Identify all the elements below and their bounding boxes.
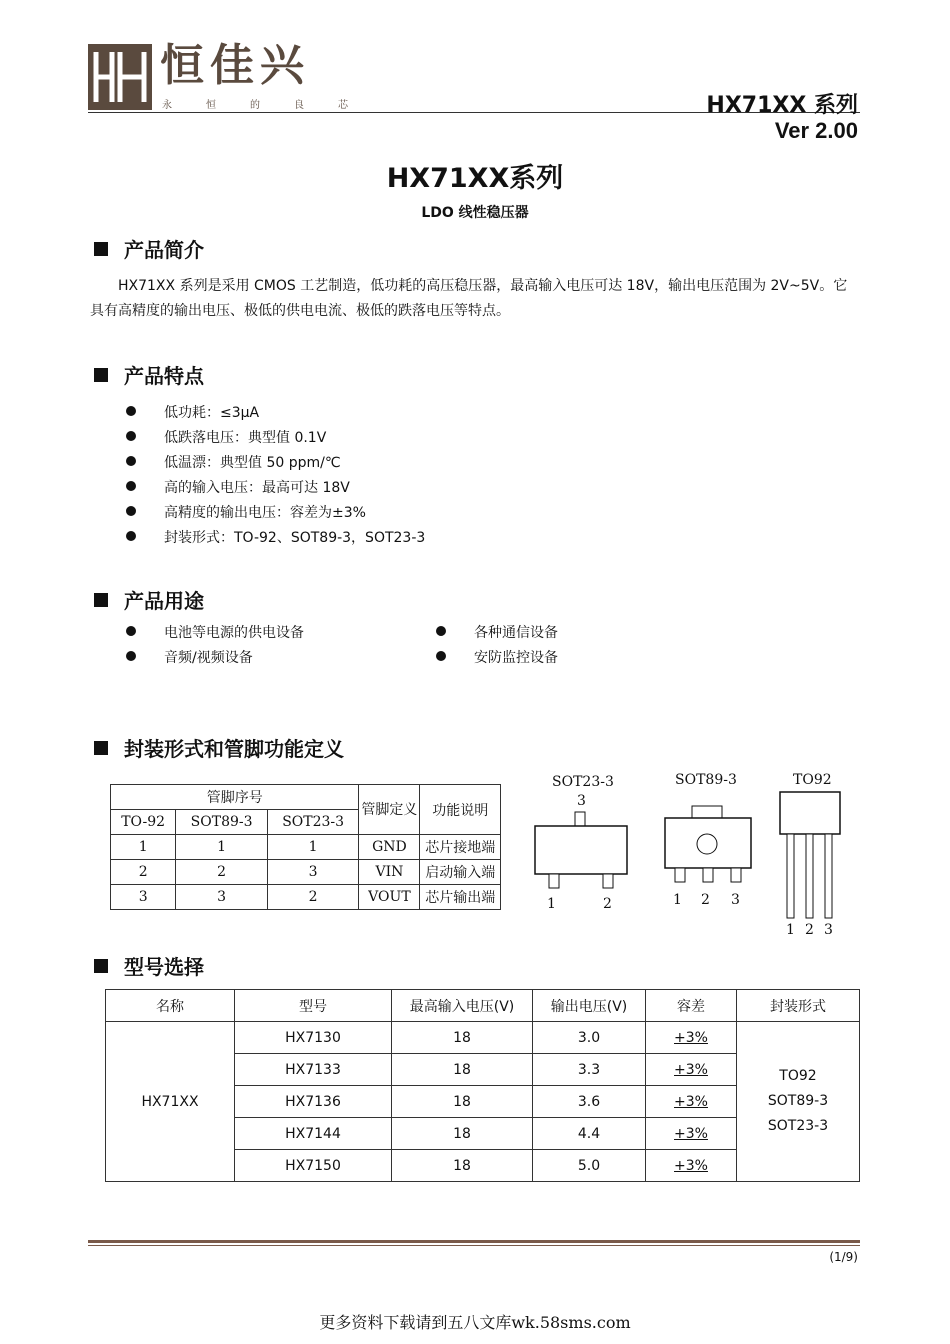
table-cell: 18 bbox=[392, 1086, 533, 1118]
slogan-char: 芯 bbox=[338, 100, 348, 111]
feature-item bbox=[126, 527, 425, 547]
table-header: 输出电压(V) bbox=[533, 990, 646, 1022]
section-title: 型号选择 bbox=[124, 955, 204, 979]
table-cell: 1 bbox=[176, 835, 268, 860]
section-heading-features bbox=[94, 360, 204, 389]
table-cell: +3% bbox=[646, 1022, 737, 1054]
package-cell bbox=[737, 1022, 860, 1182]
to92-pin3: 3 bbox=[824, 922, 833, 938]
pin-subheader: TO-92 bbox=[111, 810, 176, 835]
feature-text: 高精度的输出电压：容差为±3% bbox=[164, 505, 366, 521]
square-bullet-icon bbox=[94, 368, 108, 382]
sot89-pin3: 3 bbox=[731, 892, 740, 908]
use-text: 电池等电源的供电设备 bbox=[164, 625, 304, 641]
square-bullet-icon bbox=[94, 242, 108, 256]
doc-subtitle: LDO 线性稳压器 bbox=[421, 205, 529, 221]
bullet-icon bbox=[126, 456, 136, 466]
section-title: 产品用途 bbox=[124, 589, 204, 613]
pin-def-header: 管脚定义 bbox=[359, 785, 420, 835]
pin-func-header: 功能说明 bbox=[420, 785, 501, 835]
table-cell: 3.3 bbox=[533, 1054, 646, 1086]
sot23-pin3: 3 bbox=[577, 793, 586, 809]
package-name: SOT89-3 bbox=[767, 1093, 829, 1109]
table-row bbox=[111, 835, 501, 860]
use-item bbox=[126, 647, 253, 667]
logo-icon bbox=[88, 44, 152, 110]
bullet-icon bbox=[126, 431, 136, 441]
header-version: Ver 2.00 bbox=[774, 118, 858, 143]
table-cell: HX7133 bbox=[235, 1054, 392, 1086]
table-cell: VIN bbox=[359, 860, 420, 885]
slogan-char: 的 bbox=[250, 100, 260, 111]
feature-text: 低跌落电压：典型值 0.1V bbox=[164, 430, 327, 446]
sot23-package bbox=[535, 774, 627, 912]
table-cell: +3% bbox=[646, 1086, 737, 1118]
sot23-label: SOT23-3 bbox=[552, 774, 614, 790]
logo-mark bbox=[88, 44, 152, 110]
feature-text: 高的输入电压：最高可达 18V bbox=[164, 480, 350, 496]
table-cell: HX7144 bbox=[235, 1118, 392, 1150]
sot89-label: SOT89-3 bbox=[675, 772, 737, 788]
table-header: 容差 bbox=[646, 990, 737, 1022]
table-cell: +3% bbox=[646, 1054, 737, 1086]
feature-item bbox=[126, 402, 259, 422]
feature-text: 低温漂：典型值 50 ppm/℃ bbox=[164, 455, 341, 471]
feature-text: 封装形式：TO-92、SOT89-3，SOT23-3 bbox=[164, 530, 426, 546]
feature-item bbox=[126, 477, 350, 497]
table-cell: 3 bbox=[111, 885, 176, 910]
footer-rule-thin bbox=[88, 1245, 860, 1246]
table-row bbox=[111, 885, 501, 910]
use-item bbox=[126, 622, 304, 642]
section-heading-select bbox=[94, 951, 204, 980]
bullet-icon bbox=[126, 406, 136, 416]
use-text: 音频/视频设备 bbox=[164, 650, 253, 666]
table-row bbox=[111, 860, 501, 885]
square-bullet-icon bbox=[94, 741, 108, 755]
table-cell: 2 bbox=[176, 860, 268, 885]
table-cell: 18 bbox=[392, 1054, 533, 1086]
use-item bbox=[436, 647, 558, 667]
table-header: 最高输入电压(V) bbox=[392, 990, 533, 1022]
section-heading-pins bbox=[94, 733, 344, 762]
bullet-icon bbox=[126, 481, 136, 491]
table-cell: HX7136 bbox=[235, 1086, 392, 1118]
logo-text: 恒佳兴 bbox=[160, 40, 310, 91]
bullet-icon bbox=[126, 651, 136, 661]
section-title: 封装形式和管脚功能定义 bbox=[124, 737, 344, 761]
feature-item bbox=[126, 502, 366, 522]
header-series: HX71XX 系列 bbox=[706, 93, 858, 118]
to92-package bbox=[780, 772, 840, 938]
feature-text: 低功耗：≤3μA bbox=[164, 405, 260, 421]
pin-group-header: 管脚序号 bbox=[111, 785, 359, 810]
table-cell: 2 bbox=[267, 885, 359, 910]
table-cell: 3 bbox=[176, 885, 268, 910]
table-cell: HX7130 bbox=[235, 1022, 392, 1054]
table-cell: +3% bbox=[646, 1150, 737, 1182]
sot23-pin2: 2 bbox=[603, 896, 612, 912]
logo-slogan bbox=[162, 96, 348, 111]
bullet-icon bbox=[126, 506, 136, 516]
square-bullet-icon bbox=[94, 593, 108, 607]
slogan-char: 永 bbox=[162, 100, 172, 111]
table-cell: 2 bbox=[111, 860, 176, 885]
feature-item bbox=[126, 427, 326, 447]
table-cell: 4.4 bbox=[533, 1118, 646, 1150]
section-heading-intro bbox=[94, 234, 204, 263]
table-row bbox=[106, 1022, 860, 1054]
table-cell: HX7150 bbox=[235, 1150, 392, 1182]
pin-table bbox=[110, 784, 501, 910]
bullet-icon bbox=[436, 651, 446, 661]
table-header: 名称 bbox=[106, 990, 235, 1022]
series-name-cell: HX71XX bbox=[106, 1022, 235, 1182]
table-cell: 18 bbox=[392, 1022, 533, 1054]
intro-paragraph: HX71XX 系列是采用 CMOS 工艺制造，低功耗的高压稳压器，最高输入电压可达 18V，输出电压范围为 2V~5V。它具有高精度的输出电压、极低的供电电流、极低的跌落电压等特点。 bbox=[90, 278, 848, 319]
table-cell: 1 bbox=[267, 835, 359, 860]
bullet-icon bbox=[436, 626, 446, 636]
table-cell: +3% bbox=[646, 1118, 737, 1150]
table-cell: 3 bbox=[267, 860, 359, 885]
sot23-pin1: 1 bbox=[547, 896, 556, 912]
footer-rule bbox=[88, 1240, 860, 1243]
square-bullet-icon bbox=[94, 959, 108, 973]
table-cell: 芯片接地端 bbox=[420, 835, 501, 860]
section-heading-uses bbox=[94, 585, 204, 614]
to92-label: TO92 bbox=[793, 772, 832, 788]
table-cell: 3.0 bbox=[533, 1022, 646, 1054]
to92-pin1: 1 bbox=[786, 922, 795, 938]
model-table bbox=[105, 989, 860, 1182]
pin-subheader: SOT89-3 bbox=[176, 810, 268, 835]
table-cell: 3.6 bbox=[533, 1086, 646, 1118]
table-cell: 18 bbox=[392, 1150, 533, 1182]
slogan-char: 恒 bbox=[206, 100, 216, 111]
use-text: 安防监控设备 bbox=[474, 650, 558, 666]
feature-item bbox=[126, 452, 341, 472]
table-cell: 1 bbox=[111, 835, 176, 860]
table-header: 型号 bbox=[235, 990, 392, 1022]
section-title: 产品简介 bbox=[124, 238, 204, 262]
table-header-row bbox=[106, 990, 860, 1022]
package-name: SOT23-3 bbox=[767, 1118, 829, 1134]
use-item bbox=[436, 622, 558, 642]
sot89-pin1: 1 bbox=[673, 892, 682, 908]
sot89-pin2: 2 bbox=[701, 892, 710, 908]
table-cell: 18 bbox=[392, 1118, 533, 1150]
package-diagrams bbox=[525, 768, 865, 940]
table-cell: 5.0 bbox=[533, 1150, 646, 1182]
to92-pin2: 2 bbox=[805, 922, 814, 938]
use-text: 各种通信设备 bbox=[474, 625, 558, 641]
package-name: TO92 bbox=[779, 1068, 817, 1084]
bullet-icon bbox=[126, 531, 136, 541]
bullet-icon bbox=[126, 626, 136, 636]
slogan-char: 良 bbox=[294, 100, 304, 111]
section-title: 产品特点 bbox=[124, 364, 204, 388]
pin-subheader: SOT23-3 bbox=[267, 810, 359, 835]
table-header: 封装形式 bbox=[737, 990, 860, 1022]
doc-title: HX71XX系列 bbox=[386, 163, 564, 194]
table-cell: VOUT bbox=[359, 885, 420, 910]
table-cell: 启动输入端 bbox=[420, 860, 501, 885]
footer-link[interactable]: 更多资料下载请到五八文库wk.58sms.com bbox=[319, 1313, 631, 1332]
table-cell: 芯片输出端 bbox=[420, 885, 501, 910]
table-cell: GND bbox=[359, 835, 420, 860]
page-number: (1/9) bbox=[829, 1250, 858, 1264]
sot89-package bbox=[665, 772, 751, 908]
